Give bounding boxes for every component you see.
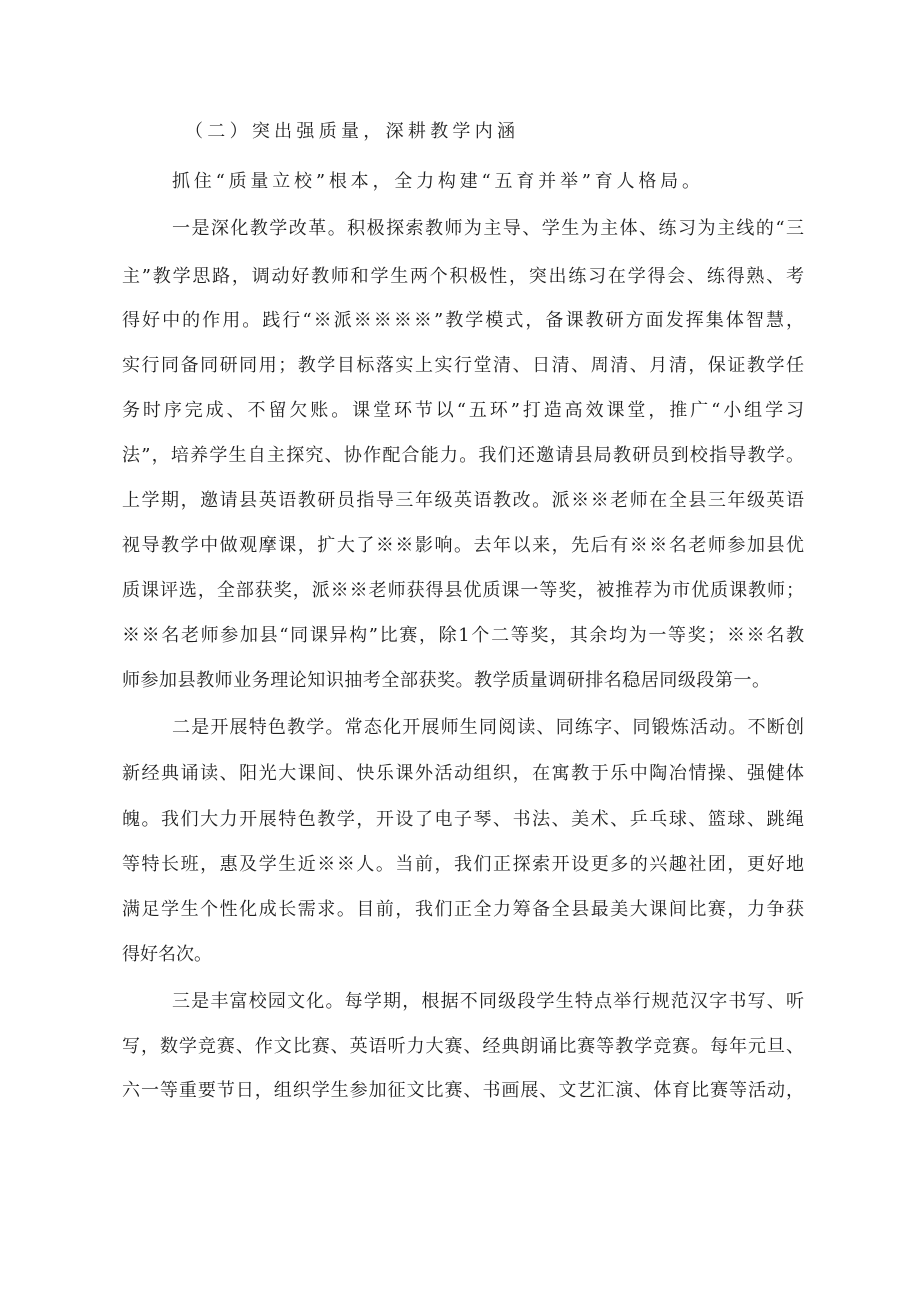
paragraph-line: 主”教学思路，调动好教师和学生两个积极性，突出练习在学得会、练得熟、考 xyxy=(122,266,804,287)
paragraph-line: 实行同备同研同用；教学目标落实上实行堂清、日清、周清、月清，保证教学任 xyxy=(122,355,804,376)
paragraph-line: 法”，培养学生自主探究、协作配合能力。我们还邀请县局教研员到校指导教学。 xyxy=(122,445,804,466)
paragraph-line: 上学期，邀请县英语教研员指导三年级英语教改。派※※老师在全县三年级英语 xyxy=(122,490,804,511)
paragraph-line: 二是开展特色教学。常态化开展师生同阅读、同练字、同锻炼活动。不断创 xyxy=(172,717,804,738)
paragraph-line: 满足学生个性化成长需求。目前，我们正全力筹备全县最美大课间比赛，力争获 xyxy=(122,899,804,920)
section-heading: （二）突出强质量，深耕教学内涵 xyxy=(185,121,515,142)
paragraph-line: 师参加县教师业务理论知识抽考全部获奖。教学质量调研排名稳居同级段第一。 xyxy=(122,670,770,691)
paragraph-line: 等特长班，惠及学生近※※人。当前，我们正探索开设更多的兴趣社团，更好地 xyxy=(122,854,804,875)
paragraph-line: 务时序完成、不留欠账。课堂环节以“五环”打造高效课堂，推广“小组学习 xyxy=(122,400,804,421)
intro-line: 抓住“质量立校”根本，全力构建“五育并举”育人格局。 xyxy=(172,171,700,192)
paragraph-line: ※※名老师参加县“同课异构”比赛，除1个二等奖，其余均为一等奖；※※名教 xyxy=(122,625,804,646)
paragraph-line: 新经典诵读、阳光大课间、快乐课外活动组织，在寓教于乐中陶冶情操、强健体 xyxy=(122,763,804,784)
paragraph-line: 六一等重要节日，组织学生参加征文比赛、书画展、文艺汇演、体育比赛等活动， xyxy=(122,1080,804,1101)
paragraph-line: 质课评选，全部获奖，派※※老师获得县优质课一等奖，被推荐为市优质课教师； xyxy=(122,580,804,601)
paragraph-line: 得好名次。 xyxy=(122,944,212,965)
paragraph-line: 三是丰富校园文化。每学期，根据不同级段学生特点举行规范汉字书写、听 xyxy=(172,991,804,1012)
paragraph-line: 视导教学中做观摩课，扩大了※※影响。去年以来，先后有※※名老师参加县优 xyxy=(122,535,804,556)
paragraph-line: 一是深化教学改革。积极探索教师为主导、学生为主体、练习为主线的“三 xyxy=(172,218,804,239)
paragraph-line: 得好中的作用。践行“※派※※※※”教学模式，备课教研方面发挥集体智慧， xyxy=(122,310,804,331)
paragraph-line: 魄。我们大力开展特色教学，开设了电子琴、书法、美术、乒乓球、篮球、跳绳 xyxy=(122,809,804,830)
paragraph-line: 写，数学竞赛、作文比赛、英语听力大赛、经典朗诵比赛等教学竞赛。每年元旦、 xyxy=(122,1036,804,1057)
